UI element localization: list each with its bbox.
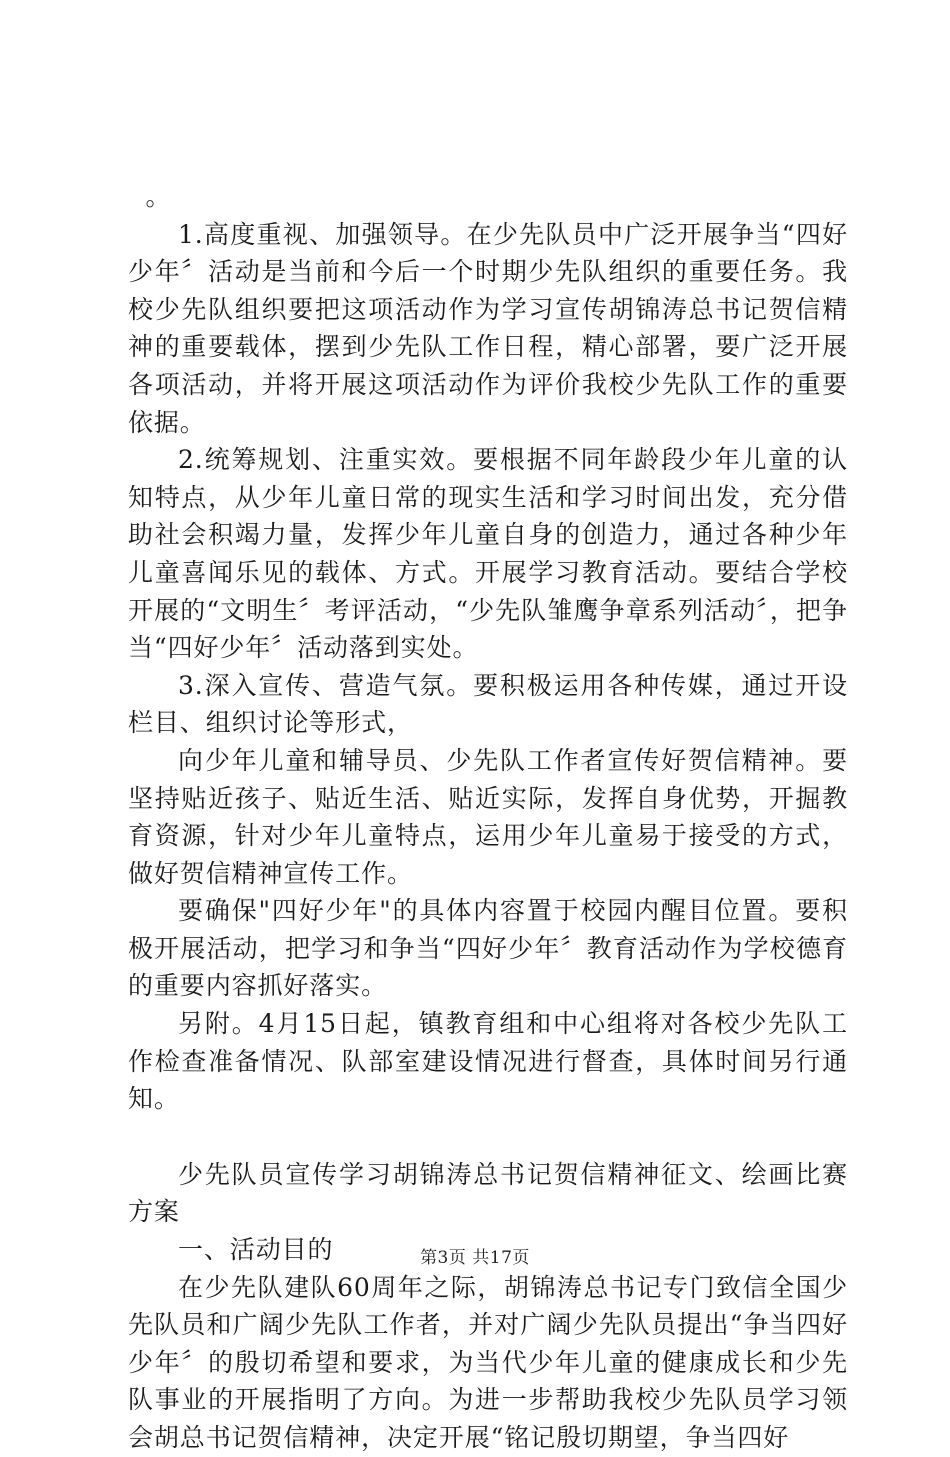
paragraph-item-2: 2.统筹规划、注重实效。要根据不同年龄段少年儿童的认知特点，从少年儿童日常的现实生活和学习时间出发，充分借助社会积竭力量，发挥少年儿童自身的创造力，通过各种少年儿童喜闻乐见的载体、方式。开展学习教育活动。要结合学校开展的“文明生〞考评活动，“少先队雏鹰争章系列活动〞，把争当“四好少年〞活动落到实处。 xyxy=(128,445,848,663)
paragraph-item-3: 3.深入宣传、营造气氛。要积极运用各种传媒，通过开设栏目、组织讨论等形式， xyxy=(128,670,848,738)
paragraph-propaganda: 向少年儿童和辅导员、少先队工作者宣传好贺信精神。要坚持贴近孩子、贴近生活、贴近实际，发挥自身优势，开掘教育资源，针对少年儿童特点，运用少年儿童易于接受的方式，做好贺信精神宣传工作。 xyxy=(128,745,848,888)
section-gap xyxy=(128,1118,848,1156)
paragraph-purpose: 在少先队建队60周年之际，胡锦涛总书记专门致信全国少先队员和广阔少先队工作者，并对广阔少先队员提出“争当四好少年〞的殷切希望和要求，为当代少年儿童的健康成长和少先队事业的开展指明了方向。为进一步帮助我校少先队员学习领会胡总书记贺信精神，决定开展“铭记殷切期望，争当四好 xyxy=(128,1272,848,1452)
page-footer xyxy=(0,1243,950,1268)
page-number: 第3页 共17页 xyxy=(420,1248,530,1268)
section-title: 少先队员宣传学习胡锦涛总书记贺信精神征文、绘画比赛方案 xyxy=(128,1159,848,1227)
paragraph-item-1: 1.高度重视、加强领导。在少先队员中广泛开展争当“四好少年〞活动是当前和今后一个时期少先队组织的重要任务。我校少先队组织要把这项活动作为学习宣传胡锦涛总书记贺信精神的重要载体，摆到少先队工作日程，精心部署，要广泛开展各项活动，并将开展这项活动作为评价我校少先队工作的重要依据。 xyxy=(128,219,848,437)
paragraph-fragment: 。 xyxy=(145,182,172,211)
paragraph-campus-display: 要确保"四好少年"的具体内容置于校园内醒目位置。要积极开展活动，把学习和争当“四好少年〞教育活动作为学校德育的重要内容抓好落实。 xyxy=(128,896,848,1001)
section-heading-purpose: 一、活动目的 xyxy=(178,1235,334,1265)
paragraph-appendix: 另附。4月15日起，镇教育组和中心组将对各校少先队工作检查准备情况、队部室建设情况进行督查，具体时间另行通知。 xyxy=(128,1009,848,1114)
